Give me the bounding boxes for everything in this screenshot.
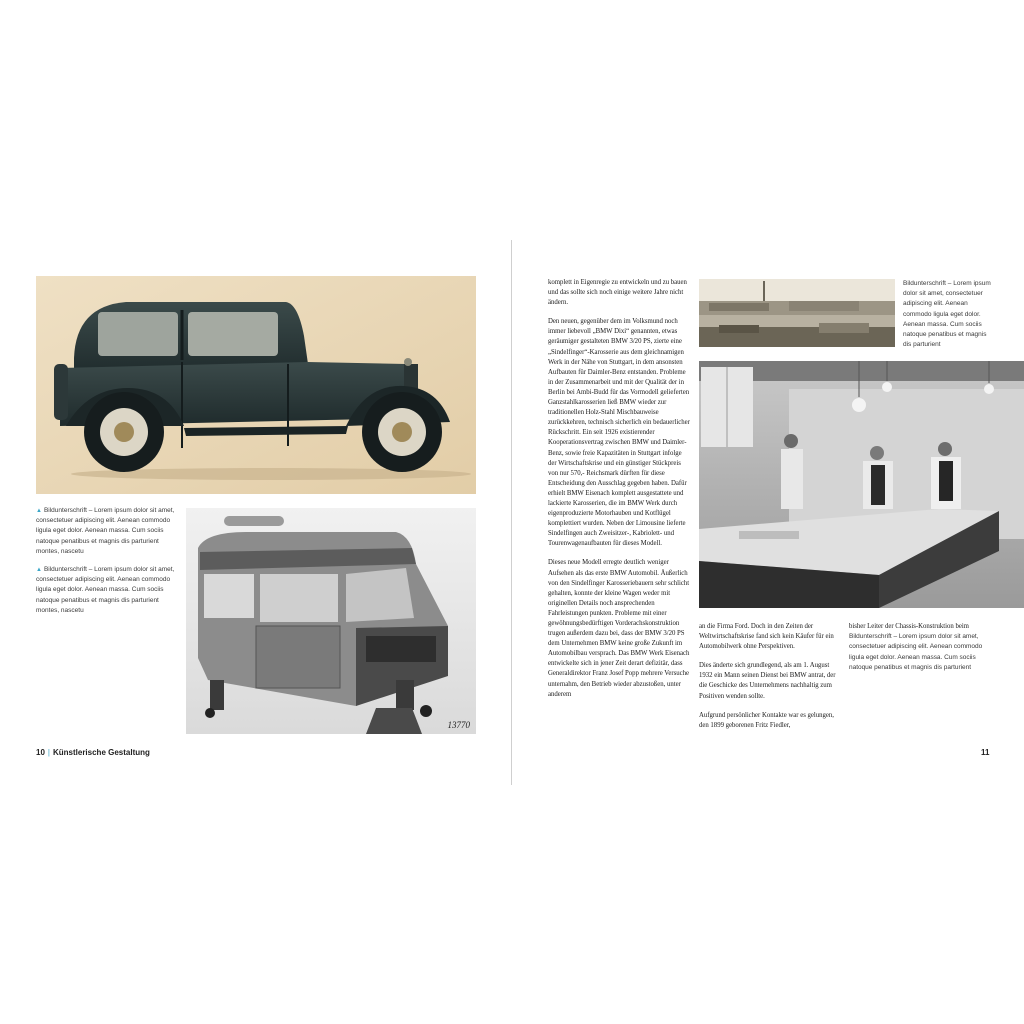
page-number-right: 11 [981, 748, 990, 757]
folio-separator: | [47, 748, 50, 757]
text-column-3 [849, 622, 991, 673]
right-folio [981, 748, 989, 757]
photo-number: 13770 [447, 720, 470, 730]
left-caption-1 [36, 506, 176, 557]
column-2-paragraph: Aufgrund persönlicher Kontakte war es gelungen, den 1899 geborenen Fritz Fiedler, [699, 711, 834, 729]
page-number-left: 10 [36, 748, 45, 757]
side-caption [903, 279, 995, 350]
column-2-paragraph: Dies änderte sich grundlegend, als am 1. August 1932 ein Mann seinen Dienst bei BMW antrat, der die Geschicke des Unternehmens nachhaltig zum Positiven wenden sollte. [699, 662, 836, 700]
column-3-caption [849, 632, 991, 673]
car-body-photo [186, 508, 476, 734]
left-caption-1-text: Bildunterschrift – Lorem ipsum dolor sit amet, consectetuer adipiscing elit. Aenean commodo ligula eget dolor. Aenean massa. Cum sociis natoque penatibus et magnis dis parturient montes, nascetu [36, 507, 175, 555]
caption-marker-icon: ▲ [36, 508, 42, 514]
section-title: Künstlerische Gestaltung [52, 748, 150, 757]
column-1-paragraph: komplett in Eigenregie zu entwickeln und zu bauen und das sollte sich noch einige weitere Jahre nicht ändern. [548, 279, 687, 307]
column-2-paragraph: an die Firma Ford. Doch in den Zeiten der Weltwirtschaftskrise fand sich kein Käufer für ein Automobilwerk ohne Perspektiven. [699, 623, 834, 651]
left-caption-2 [36, 565, 176, 616]
side-caption-text: Bildunterschrift – Lorem ipsum dolor sit amet, consectetuer adipiscing elit. Aenean commodo ligula eget dolor. Aenean massa. Cum sociis natoque penatibus et magnis dis parturient [903, 280, 991, 349]
factory-panorama-photo [699, 279, 895, 347]
column-1-paragraph: Dieses neue Modell erregte deutlich weniger Aufsehen als das erste BMW Automobil. Äußerlich von den Sindelfinger Karosseriebauern sehr schlicht gehalten, konnte der kleine Wagen weder mit originellen Details noch ansprechenden Fahrleistungen punkten. Probleme mit einer gewöhnungsbedürftigen Vorderachskonstruktion trugen außerdem dazu bei, dass der BMW 3/20 PS dem Unternehmen BMW keine große Zukunft im Automobilbau versprach. Das BMW Werk Eisenach entwickelte sich in jener Zeit derart defizitär, dass Generaldirektor Franz Josef Popp mehrere Versuche unternahm, den Betrieb wieder abzustoßen, unter anderem [548, 559, 690, 698]
text-column-1 [548, 278, 690, 709]
column-1-paragraph: Den neuen, gegenüber dem im Volksmund noch immer liebevoll „BMW Dixi“ genannten, etwas geräumiger gestalteten BMW 3/20 PS, zierte eine „Sindelfinger“-Karosserie aus dem gleichnamigen Werk in der Nähe von Stuttgart, in dem ansonsten Aufbauten für Daimler-Benz entstanden. Probleme in der Zusammenarbeit und mit der Qualität der in Berlin bei Ambi-Budd für das Vormodell gelieferten Ganzstahlkarosserien ließ BMW wieder zur traditionellen Holz-Stahl Mischbauweise zurückkehren, technisch sicherlich ein bedauerlicher Rückschritt. Ein seit 1926 existierender Kooperationsvertrag zwischen BMW und Daimler-Benz, sowie freie Kapazitäten in Stuttgart infolge der Wirtschaftskrise und ein günstiger Stückpreis von nur 570,- Reichsmark dürften für diese Entscheidung den Ausschlag gegeben haben. Dafür erhielt BMW Eisenach komplett ausgestattete und lackierte Karosserien, die im BMW Werk durch eigenproduzierte Motorhauben und Kotflügel komplettiert wurden. Neben der Limousine lieferte Sindelfingen auch Zweisitzer-, Kabriolett- und Tourenwagenaufbauten für dieses Modell. [548, 318, 690, 548]
column-3-text: bisher Leiter der Chassis-Konstruktion beim [849, 623, 969, 630]
left-caption-2-text: Bildunterschrift – Lorem ipsum dolor sit amet, consectetuer adipiscing elit. Aenean commodo ligula eget dolor. Aenean massa. Cum sociis natoque penatibus et magnis dis parturient montes, nascetu [36, 566, 175, 614]
book-gutter [511, 240, 512, 785]
left-folio [36, 748, 150, 757]
sedan-illustration [36, 276, 476, 494]
design-studio-photo [699, 361, 1024, 608]
text-column-2 [699, 622, 841, 740]
caption-marker-icon: ▲ [36, 567, 42, 573]
column-3-caption-text: Bildunterschrift – Lorem ipsum dolor sit amet, consectetuer adipiscing elit. Aenean commodo ligula eget dolor. Aenean massa. Cum sociis natoque penatibus et magnis dis parturient [849, 633, 983, 671]
